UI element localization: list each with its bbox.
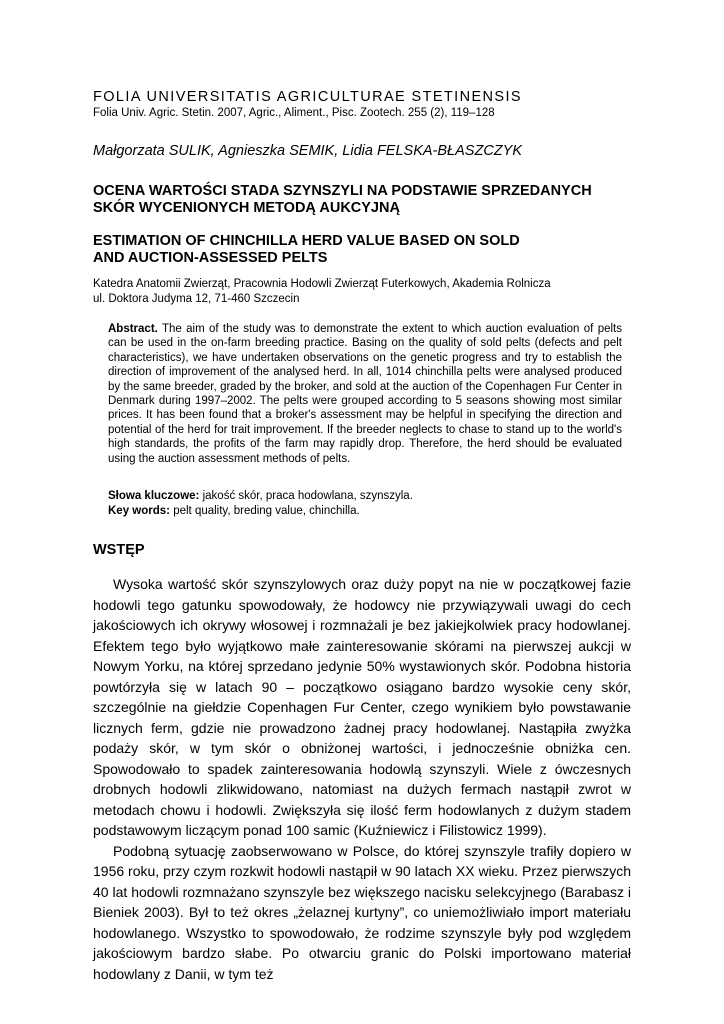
- affiliation-line-1: Katedra Anatomii Zwierząt, Pracownia Hodowli Zwierząt Futerkowych, Akademia Rolnicza: [93, 278, 551, 290]
- affiliation-line-2: ul. Doktora Judyma 12, 71-460 Szczecin: [93, 292, 300, 305]
- title-polish: [93, 183, 592, 217]
- title-polish-line-1: OCENA WARTOŚCI STADA SZYNSZYLI NA PODSTAWIE SPRZEDANYCH: [93, 183, 592, 199]
- abstract-text: The aim of the study was to demonstrate the extent to which auction evaluation of pelts can be used in the on-farm breeding practice. Basing on the quality of sold pelts (defects and pelt characteristics), we have undertaken observations on the genetic progress and try to establish the direction of improvement of the analysed herd. In all, 1014 chinchilla pelts were analysed produced by the same breeder, graded by the broker, and sold at the auction of the Copenhagen Fur Center in Denmark during 1997–2002. The pelts were grouped according to 5 seasons showing most similar prices. It has been found that a broker's assessment may be helpful in specifying the direction and potential of the herd for trait improvement. If the breeder neglects to chase to stand up to the world's high standards, the profits of the farm may rapidly drop. Therefore, the herd should be evaluated using the auction assessment methods of pelts.: [108, 323, 622, 465]
- keywords-english-label: Key words:: [108, 505, 170, 517]
- abstract: [108, 322, 622, 466]
- title-english-line-1: ESTIMATION OF CHINCHILLA HERD VALUE BASED ON SOLD: [93, 233, 520, 249]
- authors: Małgorzata SULIK, Agnieszka SEMIK, Lidia FELSKA-BŁASZCZYK: [93, 143, 522, 159]
- paragraph-1: Wysoka wartość skór szynszylowych oraz duży popyt na nie w początkowej fazie hodowli tego gatunku spowodowały, że hodowcy nie przywiązywali uwagi do cech jakościowych ich okrywy włosowej i rozmnażali je bez jakiejkolwiek pracy hodowlanej. Efektem tego było wyjątkowo małe zainteresowanie skórami na pierwszej aukcji w Nowym Yorku, na której sprzedano jedynie 50% wystawionych skór. Podobna historia powtórzyła się w latach 90 – początkowo osiągano bardzo wysokie ceny skór, szczególnie na giełdzie Copenhagen Fur Center, czego wynikiem było powstawanie licznych ferm, gdzie nie prowadzono żadnej pracy hodowlanej. Nastąpiła zwyżka podaży skór, w tym skór o obniżonej wartości, i jednocześnie obniżka cen. Spowodowało to spadek zainteresowania hodowlą szynszyli. Wiele z ówczesnych drobnych hodowli zlikwidowano, natomiast na dużych fermach nastąpił zwrot w metodach chowu i hodowli. Zwiększyła się ilość ferm hodowlanych z dużym stadem podstawowym liczącym ponad 100 samic (Kuźniewicz i Filistowicz 1999).: [93, 576, 631, 838]
- affiliation: [93, 277, 551, 306]
- section-heading: WSTĘP: [93, 542, 145, 558]
- keywords-english-text: pelt quality, breding value, chinchilla.: [173, 505, 360, 517]
- journal-citation: Folia Univ. Agric. Stetin. 2007, Agric., Aliment., Pisc. Zootech. 255 (2), 119–128: [93, 107, 495, 119]
- keywords-polish: [108, 489, 413, 504]
- journal-name: FOLIA UNIVERSITATIS AGRICULTURAE STETINENSIS: [93, 89, 522, 105]
- keywords-polish-label: Słowa kluczowe:: [108, 490, 200, 502]
- abstract-label: Abstract.: [108, 323, 158, 335]
- title-english-line-2: AND AUCTION-ASSESSED PELTS: [93, 250, 328, 266]
- keywords-english: [108, 504, 413, 519]
- keywords-polish-text: jakość skór, praca hodowlana, szynszyla.: [202, 490, 413, 502]
- title-english: [93, 233, 520, 267]
- paragraph-2: Podobną sytuację zaobserwowano w Polsce, do której szynszyle trafiły dopiero w 1956 roku, przy czym rozkwit hodowli nastąpił w 90 latach XX wieku. Przez pierwszych 40 lat hodowli rozmnażano szynszyle bez większego nacisku selekcyjnego (Barabasz i Bieniek 2003). Był to też okres „żelaznej kurtyny”, co uniemożliwiało import materiału hodowlanego. Wszystko to spowodowało, że rodzime szynszyle były pod względem jakościowym bardzo słabe. Po otwarciu granic do Polski importowano materiał hodowlany z Danii, w tym też: [93, 842, 631, 982]
- keywords: [108, 489, 413, 519]
- title-polish-line-2: SKÓR WYCENIONYCH METODĄ AUKCYJNĄ: [93, 200, 400, 216]
- body-text: [93, 574, 631, 984]
